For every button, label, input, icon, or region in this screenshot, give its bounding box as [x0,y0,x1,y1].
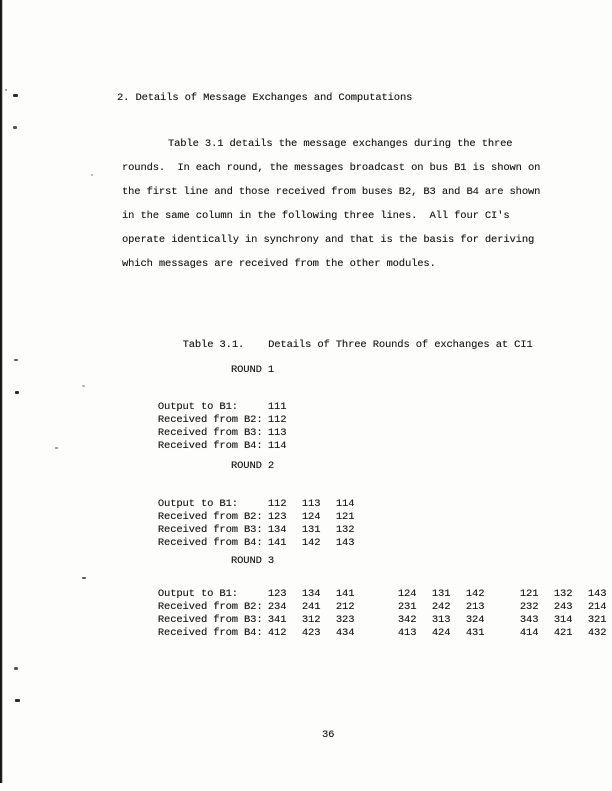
row-label: Received from B4: [157,537,263,549]
row-value: 231 [397,601,417,613]
round-1-table [121,388,302,452]
row-value: 121 [519,588,539,600]
row-value: 421 [553,627,573,639]
row-label: Received from B3: [157,427,263,439]
round-3-table [121,575,612,639]
row-value: 313 [431,614,451,626]
round-1-title: ROUND 1 [231,364,275,376]
scan-artifact [13,126,17,129]
row-value: 142 [301,537,321,549]
row-value: 434 [335,627,355,639]
scan-artifact [15,391,19,394]
row-value: 113 [301,498,321,510]
round-3-title: ROUND 3 [231,555,275,567]
row-value: 212 [335,601,355,613]
row-value: 112 [267,414,287,426]
row-value: 234 [267,601,287,613]
row-label: Output to B1: [157,498,238,510]
paragraph-line: Table 3.1 details the message exchanges during the three [168,138,513,150]
row-value: 423 [301,627,321,639]
row-value: 121 [335,511,355,523]
paragraph-line: operate identically in synchrony and that is the basis for deriving [122,234,535,246]
row-value: 132 [553,588,573,600]
row-label: Received from B4: [157,627,263,639]
row-value: 342 [397,614,417,626]
round-2-table [121,485,370,549]
scan-artifact [55,447,58,449]
row-value: 134 [301,588,321,600]
row-label: Output to B1: [157,401,238,413]
row-value: 242 [431,601,451,613]
row-value: 112 [267,498,287,510]
table-row [121,575,612,600]
scan-artifact [14,359,18,361]
scan-artifact [13,94,18,97]
scan-edge-bar [0,0,3,783]
scan-artifact [14,667,18,670]
scan-artifact [82,385,85,387]
row-value: 341 [267,614,287,626]
section-heading: 2. Details of Message Exchanges and Computations [117,92,413,104]
row-value: 324 [465,614,485,626]
row-value: 143 [587,588,607,600]
paragraph-line: which messages are received from the other modules. [122,258,436,270]
row-value: 432 [587,627,607,639]
row-value: 141 [267,537,287,549]
row-value: 214 [587,601,607,613]
row-label: Received from B4: [157,440,263,452]
scan-artifact [91,174,93,176]
row-value: 132 [335,524,355,536]
row-value: 131 [431,588,451,600]
scan-artifact [15,699,20,702]
table-caption [158,327,533,363]
row-value: 241 [301,601,321,613]
row-label: Received from B2: [157,511,263,523]
row-value: 141 [335,588,355,600]
table-row [121,485,370,510]
row-value: 114 [267,440,287,452]
row-value: 312 [301,614,321,626]
paragraph-line: the first line and those received from buses B2, B3 and B4 are shown [122,186,541,198]
row-value: 123 [267,588,287,600]
row-value: 343 [519,614,539,626]
row-value: 131 [301,524,321,536]
row-value: 123 [267,511,287,523]
row-value: 314 [553,614,573,626]
row-label: Received from B3: [157,614,263,626]
row-value: 213 [465,601,485,613]
row-value: 114 [335,498,355,510]
row-label: Received from B3: [157,524,263,536]
row-value: 424 [431,627,451,639]
page-number: 36 [322,729,335,741]
row-value: 412 [267,627,287,639]
table-caption-number: Table 3.1. [182,339,245,351]
row-value: 143 [335,537,355,549]
row-value: 413 [397,627,417,639]
row-value: 142 [465,588,485,600]
row-value: 243 [553,601,573,613]
paragraph-line: rounds. In each round, the messages broadcast on bus B1 is shown on [122,162,541,174]
row-value: 323 [335,614,355,626]
row-value: 321 [587,614,607,626]
scan-artifact [82,577,86,579]
scan-artifact [5,89,7,91]
paragraph-line: in the same column in the following three lines. All four CI's [122,210,510,222]
row-value: 134 [267,524,287,536]
round-2-title: ROUND 2 [231,460,275,472]
row-value: 431 [465,627,485,639]
row-value: 414 [519,627,539,639]
row-value: 113 [267,427,287,439]
row-value: 232 [519,601,539,613]
row-value: 111 [267,401,287,413]
row-label: Received from B2: [157,414,263,426]
row-label: Received from B2: [157,601,263,613]
row-value: 124 [301,511,321,523]
table-caption-title: Details of Three Rounds of exchanges at CI1 [268,339,533,351]
row-label: Output to B1: [157,588,238,600]
row-value: 124 [397,588,417,600]
table-row [121,388,302,413]
body-paragraph [122,132,540,276]
